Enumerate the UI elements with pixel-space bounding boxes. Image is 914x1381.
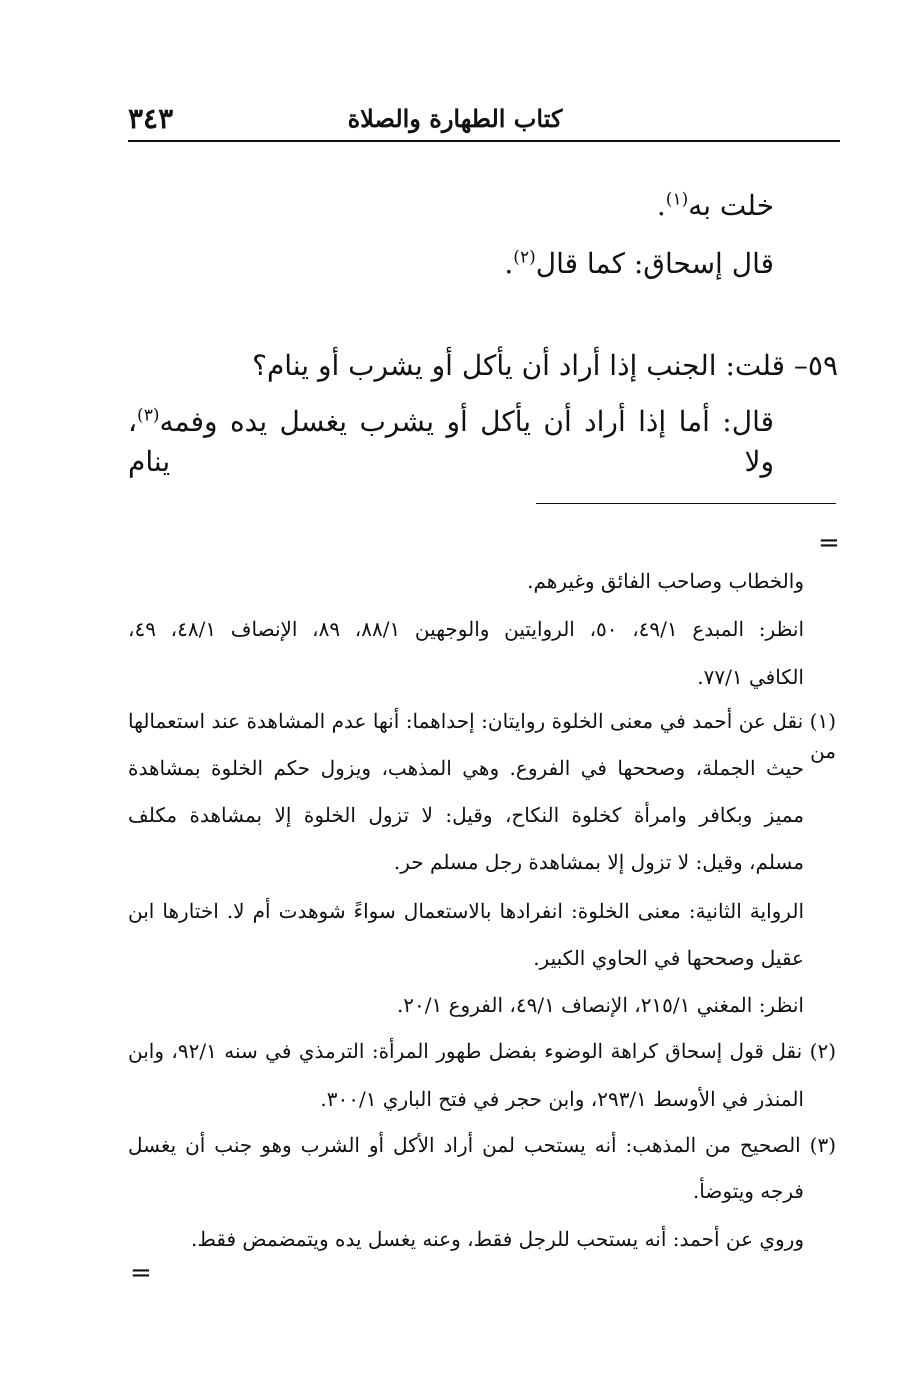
footnote-1-line: مسلم، وقيل: لا تزول إلا بمشاهدة رجل مسلم حر.: [393, 850, 804, 874]
main-line-2: [504, 244, 774, 284]
footnote-1-line: الرواية الثانية: معنى الخلوة: انفرادها بالاستعمال سواءً شوهدت أم لا. اختارها ابن: [128, 899, 804, 923]
footnote-1-line: حيث الجملة، وصححها في الفروع. وهي المذهب، ويزول حكم الخلوة بمشاهدة: [128, 756, 804, 780]
footnote-3-line: فرجه ويتوضأ.: [692, 1179, 804, 1203]
main-text: قال: أما إذا أراد أن يأكل أو يشرب يغسل يده وفمه: [159, 405, 774, 438]
footnote-ref: (١): [665, 189, 689, 210]
footnote-ref: (٣): [137, 405, 160, 426]
footnote-1-line: (١) نقل عن أحمد في معنى الخلوة روايتان: إحداهما: أنها عدم المشاهدة عند استعمالها من: [128, 709, 836, 763]
answer-line: [128, 402, 774, 482]
question-line: ٥٩– قلت: الجنب إذا أراد أن يأكل أو يشرب أو ينام؟: [252, 349, 838, 382]
continuation-mark-top: =: [818, 528, 840, 558]
footnote-line: الكافي ٧٧/١.: [697, 665, 804, 689]
main-text: قال إسحاق: كما قال: [535, 247, 774, 280]
footnote-2-line: المنذر في الأوسط ٢٩٣/١، وابن حجر في فتح الباري ٣٠٠/١.: [320, 1087, 804, 1111]
continuation-mark-bottom: =: [130, 1258, 152, 1288]
footnote-ref: (٢): [513, 247, 536, 268]
running-title: كتاب الطهارة والصلاة: [347, 104, 563, 133]
main-text: خلت به: [688, 189, 774, 222]
main-text: .: [656, 189, 666, 222]
main-text: .: [504, 247, 514, 280]
footnote-line: انظر: المبدع ٤٩/١، ٥٠، الروايتين والوجهين ٨٨/١، ٨٩، الإنصاف ٤٨/١، ٤٩،: [128, 617, 805, 641]
main-line-1: [657, 186, 774, 226]
footnote-3-line: (٣) الصحيح من المذهب: أنه يستحب لمن أراد الأكل أو الشرب وهو جنب أن يغسل: [128, 1133, 836, 1157]
footnote-separator: [536, 503, 836, 504]
footnote-line: والخطاب وصاحب الفائق وغيرهم.: [527, 569, 804, 593]
footnote-2-line: (٢) نقل قول إسحاق كراهة الوضوء بفضل طهور المرأة: الترمذي في سنه ٩٢/١، وابن: [128, 1039, 836, 1063]
footnote-3-line: وروي عن أحمد: أنه يستحب للرجل فقط، وعنه يغسل يده ويتمضمض فقط.: [191, 1227, 804, 1251]
footnote-1-line: عقيل وصححها في الحاوي الكبير.: [533, 946, 804, 970]
footnote-1-line: مميز وبكافر وامرأة كخلوة النكاح، وقيل: لا تزول الخلوة إلا بمشاهدة مكلف: [128, 803, 804, 827]
footnote-1-line: انظر: المغني ٢١٥/١، الإنصاف ٤٩/١، الفروع ٢٠/١.: [396, 993, 804, 1017]
page-number: ٣٤٣: [128, 102, 174, 135]
main-text: ، ولا ينام: [128, 405, 774, 478]
header-rule: [128, 140, 840, 142]
